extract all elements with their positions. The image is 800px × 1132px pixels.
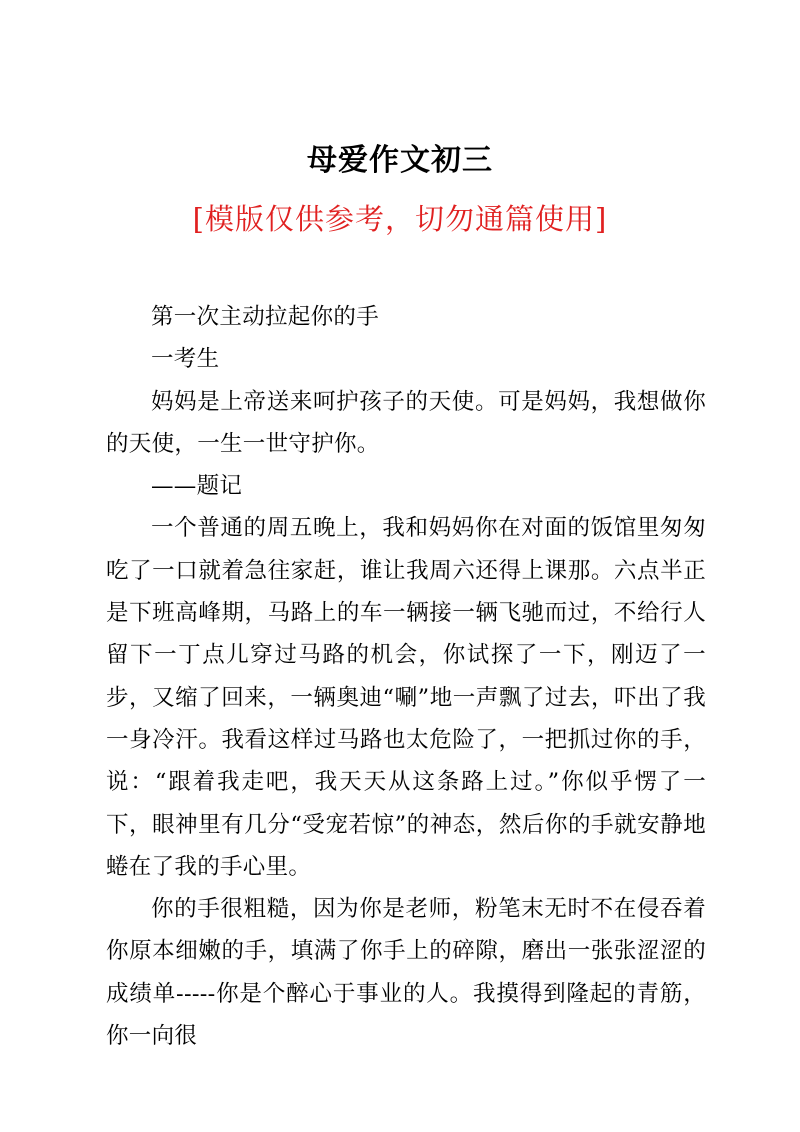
body-paragraph: 一个普通的周五晚上，我和妈妈你在对面的饭馆里匆匆吃了一口就着急往家赶，谁让我周六还得上课那。六点半正是下班高峰期，马路上的车一辆接一辆飞驰而过，不给行人留下一丁点儿穿过马路的机会，你试探了一下，刚迈了一步，又缩了回来，一辆奥迪“唰”地一声飘了过去，吓出了我一身冷汗。我看这样过马路也太危险了，一把抓过你的手，说：“跟着我走吧，我天天从这条路上过。”你似乎愣了一下，眼神里有几分“受宠若惊”的神态，然后你的手就安静地蜷在了我的手心里。 [106,515,706,880]
essay-body [106,296,706,1057]
essay-author: 一考生 [151,346,220,373]
epigraph: 妈妈是上帝送来呵护孩子的天使。可是妈妈，我想做你的天使，一生一世守护你。 [106,388,706,457]
document-title: 母爱作文初三 [307,143,493,178]
template-notice: [模版仅供参考，切勿通篇使用] [192,202,608,236]
essay-heading: 第一次主动拉起你的手 [151,304,380,330]
epigraph-attribution: ——题记 [151,473,243,500]
body-paragraph: 你的手很粗糙，因为你是老师，粉笔末无时不在侵吞着你原本细嫩的手，填满了你手上的碎隙，磨出一张张涩涩的成绩单-----你是个醉心于事业的人。我摸得到隆起的青筋，你一向很 [106,896,706,1050]
